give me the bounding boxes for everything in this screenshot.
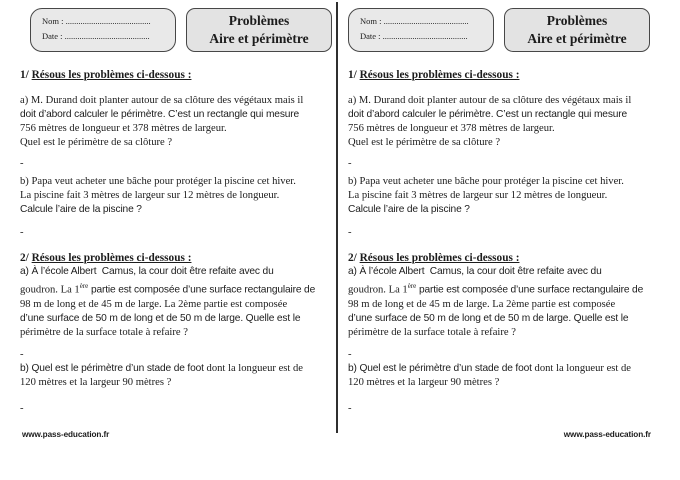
- text-segment: goudron. La 1: [20, 284, 80, 296]
- text-line: [20, 279, 336, 298]
- problem-paragraph: [20, 175, 336, 217]
- worksheet-section: [20, 251, 336, 416]
- text-line: [348, 108, 664, 122]
- problem-paragraph: [20, 265, 336, 340]
- problem-paragraph: [348, 362, 664, 390]
- worksheet-column-right: [344, 0, 664, 480]
- text-segment: périmètre de la surface totale à refaire ?: [20, 326, 188, 338]
- text-line: [348, 122, 664, 136]
- text-line: [20, 376, 336, 390]
- section-heading-text: Résous les problèmes ci-dessous :: [359, 69, 520, 81]
- text-line: [348, 265, 664, 279]
- text-line: [20, 136, 336, 150]
- site-url: www.pass-education.fr: [22, 430, 110, 439]
- text-line: [348, 362, 664, 376]
- section-heading: [348, 251, 664, 265]
- date-line: Date : ........................................: [42, 31, 150, 41]
- text-segment: d’une surface de 50 m de long et de 50 m de large. Quelle est le: [348, 312, 629, 324]
- answer-dash: -: [20, 158, 24, 169]
- text-segment: Calcule l’aire de la piscine ?: [348, 204, 470, 215]
- text-line: [348, 189, 664, 203]
- text-line: [20, 94, 336, 108]
- text-line: [20, 189, 336, 203]
- worksheet-title-line: Aire et périmètre: [527, 30, 627, 46]
- text-segment: La piscine fait 3 mètres de largeur sur 12 mètres de longueur.: [348, 190, 608, 201]
- text-segment: 120 mètres et la largeur 90 mètres ?: [348, 376, 500, 388]
- text-line: [348, 326, 664, 340]
- header-boxes: [348, 8, 664, 52]
- worksheet-section: [348, 251, 664, 416]
- site-url: www.pass-education.fr: [563, 430, 651, 439]
- answer-dash: -: [348, 402, 352, 414]
- answer-dash: -: [348, 348, 352, 360]
- name-date-box: [30, 8, 176, 52]
- section-number: 1/: [348, 69, 360, 81]
- text-segment: a) M. Durand doit planter autour de sa clôture des végétaux mais il: [20, 95, 304, 106]
- text-segment: b) Papa veut acheter une bâche pour protéger la piscine cet hiver.: [348, 176, 624, 187]
- section-heading-text: Résous les problèmes ci-dessous :: [31, 69, 192, 81]
- text-segment: b) Quel est le périmètre d’un stade de foot: [20, 362, 207, 374]
- text-segment: partie est composée d’une surface rectangulaire de: [88, 284, 316, 296]
- section-heading-text: Résous les problèmes ci-dessous :: [359, 252, 520, 264]
- text-segment: goudron. La 1: [348, 284, 408, 296]
- worksheet-section: [20, 68, 336, 240]
- text-segment: doit d’abord calculer le périmètre. C’est un rectangle qui mesure: [348, 109, 628, 120]
- text-segment: 756 mètres de longueur et 378 mètres de largeur.: [348, 123, 555, 134]
- worksheet-title-line: Problèmes: [546, 13, 608, 28]
- text-line: [348, 376, 664, 390]
- text-segment: 120 mètres et la largeur 90 mètres ?: [20, 376, 172, 388]
- answer-dash: -: [348, 227, 352, 238]
- section-number: 1/: [20, 69, 32, 81]
- text-segment: a) À l’école Albert Camus, la cour doit être refaite avec du: [20, 266, 274, 277]
- worksheet-title-box: [504, 8, 650, 52]
- text-line: [348, 203, 664, 217]
- text-line: [20, 298, 336, 312]
- text-segment: b) Quel est le périmètre d’un stade de foot: [348, 362, 535, 374]
- section-heading: [20, 68, 336, 82]
- text-segment: Quel est le périmètre de sa clôture ?: [348, 137, 501, 148]
- section-number: 2/: [348, 252, 360, 264]
- date-line: Date : ........................................: [360, 31, 468, 41]
- text-line: [348, 136, 664, 150]
- text-segment: b) Papa veut acheter une bâche pour protéger la piscine cet hiver.: [20, 176, 296, 187]
- answer-dash: -: [20, 402, 24, 414]
- section-number: 2/: [20, 252, 32, 264]
- problem-paragraph: [348, 94, 664, 150]
- name-line: Nom : ........................................: [42, 16, 151, 26]
- name-line: Nom : ........................................: [360, 16, 469, 26]
- text-segment: a) À l’école Albert Camus, la cour doit être refaite avec du: [348, 266, 602, 277]
- text-line: [20, 265, 336, 279]
- text-segment: 98 m de long et de 45 m de large. La 2ème partie est composée: [348, 298, 616, 310]
- problem-paragraph: [348, 265, 664, 340]
- text-segment: Quel est le périmètre de sa clôture ?: [20, 137, 173, 148]
- section-heading: [20, 251, 336, 265]
- text-segment: doit d’abord calculer le périmètre. C’est un rectangle qui mesure: [20, 109, 300, 120]
- problem-paragraph: [20, 94, 336, 150]
- text-line: [20, 108, 336, 122]
- superscript-text: ère: [79, 282, 89, 290]
- text-line: [348, 175, 664, 189]
- text-segment: d’une surface de 50 m de long et de 50 m de large. Quelle est le: [20, 312, 301, 324]
- worksheet-title-box: [186, 8, 332, 52]
- text-segment: Calcule l’aire de la piscine ?: [20, 204, 142, 215]
- problem-paragraph: [20, 362, 336, 390]
- header-boxes: [30, 8, 336, 52]
- answer-dash: -: [20, 227, 24, 238]
- text-line: [20, 326, 336, 340]
- worksheet-title-line: Aire et périmètre: [209, 30, 309, 46]
- text-line: [20, 362, 336, 376]
- section-heading-text: Résous les problèmes ci-dessous :: [31, 252, 192, 264]
- worksheet-title-line: Problèmes: [228, 13, 290, 28]
- text-segment: dont la longueur est de: [206, 362, 304, 374]
- text-line: [20, 312, 336, 326]
- text-line: [348, 279, 664, 298]
- text-line: [348, 298, 664, 312]
- text-segment: a) M. Durand doit planter autour de sa clôture des végétaux mais il: [348, 95, 632, 106]
- section-heading: [348, 68, 664, 82]
- column-divider: [336, 2, 338, 433]
- text-segment: 98 m de long et de 45 m de large. La 2ème partie est composée: [20, 298, 288, 310]
- text-line: [20, 203, 336, 217]
- text-line: [20, 122, 336, 136]
- text-line: [20, 175, 336, 189]
- text-line: [348, 94, 664, 108]
- text-line: [348, 312, 664, 326]
- answer-dash: -: [20, 348, 24, 360]
- text-segment: 756 mètres de longueur et 378 mètres de largeur.: [20, 123, 227, 134]
- name-date-box: [348, 8, 494, 52]
- worksheet-section: [348, 68, 664, 240]
- text-segment: périmètre de la surface totale à refaire ?: [348, 326, 516, 338]
- text-segment: dont la longueur est de: [534, 362, 632, 374]
- problem-paragraph: [348, 175, 664, 217]
- answer-dash: -: [348, 158, 352, 169]
- text-segment: La piscine fait 3 mètres de largeur sur 12 mètres de longueur.: [20, 190, 280, 201]
- superscript-text: ère: [407, 282, 417, 290]
- text-segment: partie est composée d’une surface rectangulaire de: [416, 284, 644, 296]
- worksheet-column-left: [0, 0, 336, 480]
